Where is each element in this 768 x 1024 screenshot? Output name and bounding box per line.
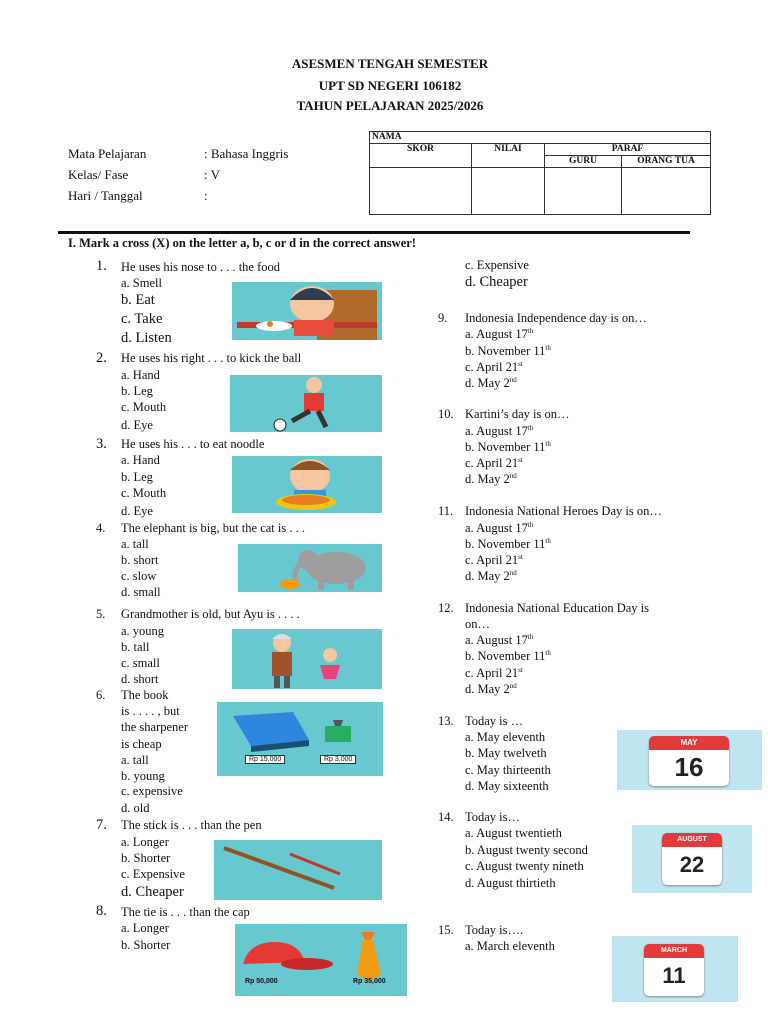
q8-option-a[interactable]: a. Longer	[121, 921, 169, 935]
q12-option-d[interactable]: d. May 2nd	[465, 682, 517, 697]
grade-table	[369, 131, 711, 215]
q6-option-d[interactable]: d. old	[121, 801, 150, 815]
q1-option-a[interactable]: a. Smell	[121, 276, 162, 290]
q1-option-c[interactable]: c. Take	[121, 311, 163, 327]
q3-option-a[interactable]: a. Hand	[121, 453, 160, 467]
calendar-may-16-image	[617, 730, 762, 790]
calendar-day: 22	[679, 852, 705, 877]
q1-option-b[interactable]: b. Eat	[121, 292, 155, 308]
skor-header: SKOR	[370, 144, 472, 168]
q2-option-b[interactable]: b. Leg	[121, 384, 153, 398]
q10-option-c[interactable]: c. April 21st	[465, 456, 523, 471]
q2-option-a[interactable]: a. Hand	[121, 368, 160, 382]
q13-option-b[interactable]: b. May twelveth	[465, 746, 547, 760]
q10-option-d[interactable]: d. May 2nd	[465, 472, 517, 487]
q14-option-d[interactable]: d. August thirtieth	[465, 876, 556, 890]
q3-number: 3.	[96, 436, 107, 452]
q15-number: 15.	[438, 923, 454, 937]
q13-option-a[interactable]: a. May eleventh	[465, 730, 546, 744]
grandmother-and-girl-image	[232, 629, 382, 689]
q2-text: He uses his right . . . to kick the ball	[121, 351, 302, 365]
q8-option-c[interactable]: c. Expensive	[465, 258, 529, 272]
stick-and-pen-image	[214, 840, 382, 900]
q2-option-d[interactable]: d. Eye	[121, 418, 153, 432]
calendar-month: MARCH	[644, 944, 704, 958]
q10-text: Kartini’s day is on…	[465, 407, 570, 421]
academic-year: TAHUN PELAJARAN 2025/2026	[296, 98, 484, 113]
q8-number: 8.	[96, 903, 107, 919]
calendar-month: MAY	[649, 736, 729, 750]
q9-number: 9.	[438, 311, 448, 325]
q10-option-b[interactable]: b. November 11th	[465, 440, 551, 455]
q2-option-c[interactable]: c. Mouth	[121, 400, 167, 414]
q4-text: The elephant is big, but the cat is . . .	[121, 521, 305, 535]
q14-text: Today is…	[465, 810, 521, 824]
q6-option-a[interactable]: a. tall	[121, 753, 149, 767]
q13-number: 13.	[438, 714, 454, 728]
q3-option-d[interactable]: d. Eye	[121, 504, 153, 518]
q12-option-c[interactable]: c. April 21st	[465, 666, 523, 681]
q15-option-a[interactable]: a. March eleventh	[465, 939, 555, 953]
q9-option-d[interactable]: d. May 2nd	[465, 376, 517, 391]
nilai-header: NILAI	[472, 144, 545, 168]
q13-option-c[interactable]: c. May thirteenth	[465, 763, 551, 777]
school-name: UPT SD NEGERI 106182	[318, 78, 462, 93]
q6-number: 6.	[96, 688, 106, 702]
sharpener-price-tag: Rp 3,000	[320, 755, 356, 764]
q14-option-a[interactable]: a. August twentieth	[465, 826, 562, 840]
subject-label: Mata Pelajaran	[68, 146, 147, 161]
q12-text-1: Indonesia National Education Day is	[465, 601, 649, 615]
class-label: Kelas/ Fase	[68, 167, 129, 182]
q4-option-a[interactable]: a. tall	[121, 537, 149, 551]
nilai-cell[interactable]	[472, 168, 545, 215]
skor-cell[interactable]	[370, 168, 472, 215]
q1-number: 1.	[96, 258, 107, 274]
q15-text: Today is….	[465, 923, 524, 937]
q4-option-d[interactable]: d. small	[121, 585, 161, 599]
q12-text-2: on…	[465, 617, 490, 631]
q3-option-b[interactable]: b. Leg	[121, 470, 153, 484]
q7-option-c[interactable]: c. Expensive	[121, 867, 185, 881]
q5-option-b[interactable]: b. tall	[121, 640, 150, 654]
paraf-header: PARAF	[545, 144, 711, 156]
q13-option-d[interactable]: d. May sixteenth	[465, 779, 549, 793]
q7-text: The stick is . . . than the pen	[121, 818, 262, 832]
q11-option-b[interactable]: b. November 11th	[465, 537, 551, 552]
q5-option-d[interactable]: d. short	[121, 672, 159, 686]
q5-option-a[interactable]: a. young	[121, 624, 165, 638]
q9-text: Indonesia Independence day is on…	[465, 311, 647, 325]
class-value: : V	[204, 167, 221, 182]
boy-eating-image	[232, 282, 382, 340]
q12-option-a[interactable]: a. August 17th	[465, 633, 534, 648]
q12-option-b[interactable]: b. November 11th	[465, 649, 551, 664]
q6-option-b[interactable]: b. young	[121, 769, 165, 783]
q7-option-d[interactable]: d. Cheaper	[121, 884, 184, 900]
calendar-month: AUGUST	[662, 833, 722, 847]
q12-number: 12.	[438, 601, 454, 615]
q5-option-c[interactable]: c. small	[121, 656, 160, 670]
q4-option-b[interactable]: b. short	[121, 553, 159, 567]
date-value: :	[204, 188, 208, 203]
book-price-tag: Rp 15,000	[245, 755, 285, 764]
book-and-sharpener-image	[217, 702, 383, 776]
q13-text: Today is …	[465, 714, 524, 728]
q11-option-d[interactable]: d. May 2nd	[465, 569, 517, 584]
q9-option-a[interactable]: a. August 17th	[465, 327, 534, 342]
q5-number: 5.	[96, 607, 106, 621]
guru-header: GURU	[545, 156, 622, 168]
q11-option-a[interactable]: a. August 17th	[465, 521, 534, 536]
q4-number: 4.	[96, 521, 106, 535]
q9-option-b[interactable]: b. November 11th	[465, 344, 551, 359]
cap-and-tie-image	[235, 924, 407, 996]
q11-text: Indonesia National Heroes Day is on…	[465, 504, 662, 518]
elephant-and-cat-image	[238, 544, 382, 592]
q9-option-c[interactable]: c. April 21st	[465, 360, 523, 375]
q8-text: The tie is . . . than the cap	[121, 905, 250, 919]
q11-option-c[interactable]: c. April 21st	[465, 553, 523, 568]
tie-price-tag: Rp 35,000	[353, 978, 386, 985]
subject-value: : Bahasa Inggris	[204, 146, 289, 161]
boy-kicking-ball-image	[230, 375, 382, 432]
q14-option-c[interactable]: c. August twenty nineth	[465, 859, 584, 873]
guru-cell[interactable]	[545, 168, 622, 215]
q7-number: 7.	[96, 817, 107, 833]
q7-option-a[interactable]: a. Longer	[121, 835, 169, 849]
q7-option-b[interactable]: b. Shorter	[121, 851, 171, 865]
q10-option-a[interactable]: a. August 17th	[465, 424, 534, 439]
q10-number: 10.	[438, 407, 454, 421]
q6-text-2: is . . . . , but	[121, 704, 180, 718]
orangtua-cell[interactable]	[622, 168, 711, 215]
divider	[58, 231, 690, 234]
cap-price-tag: Rp 50,000	[245, 978, 278, 985]
nama-cell: NAMA	[370, 132, 711, 144]
q5-text: Grandmother is old, but Ayu is . . . .	[121, 607, 300, 621]
q3-option-c[interactable]: c. Mouth	[121, 486, 167, 500]
calendar-day: 11	[662, 963, 686, 988]
q2-number: 2.	[96, 350, 107, 366]
calendar-august-22-image	[632, 825, 752, 893]
q3-text: He uses his . . . to eat noodle	[121, 437, 265, 451]
q11-number: 11.	[438, 504, 454, 518]
calendar-march-11-image	[612, 936, 738, 1002]
q14-number: 14.	[438, 810, 454, 824]
boy-eating-noodle-image	[232, 456, 382, 513]
exam-title: ASESMEN TENGAH SEMESTER	[291, 56, 489, 71]
q6-text-4: is cheap	[121, 737, 162, 751]
q4-option-c[interactable]: c. slow	[121, 569, 157, 583]
q6-text-3: the sharpener	[121, 720, 188, 734]
q1-option-d[interactable]: d. Listen	[121, 330, 172, 346]
q14-option-b[interactable]: b. August twenty second	[465, 843, 588, 857]
q6-option-c[interactable]: c. expensive	[121, 784, 183, 798]
date-label: Hari / Tanggal	[68, 188, 143, 203]
orangtua-header: ORANG TUA	[622, 156, 711, 168]
calendar-day: 16	[674, 752, 704, 782]
q8-option-d[interactable]: d. Cheaper	[465, 274, 528, 290]
q6-text-1: The book	[121, 688, 169, 702]
q1-text: He uses his nose to . . . the food	[121, 260, 281, 274]
q8-option-b[interactable]: b. Shorter	[121, 938, 171, 952]
instruction: I. Mark a cross (X) on the letter a, b, c or d in the correct answer!	[68, 236, 416, 250]
